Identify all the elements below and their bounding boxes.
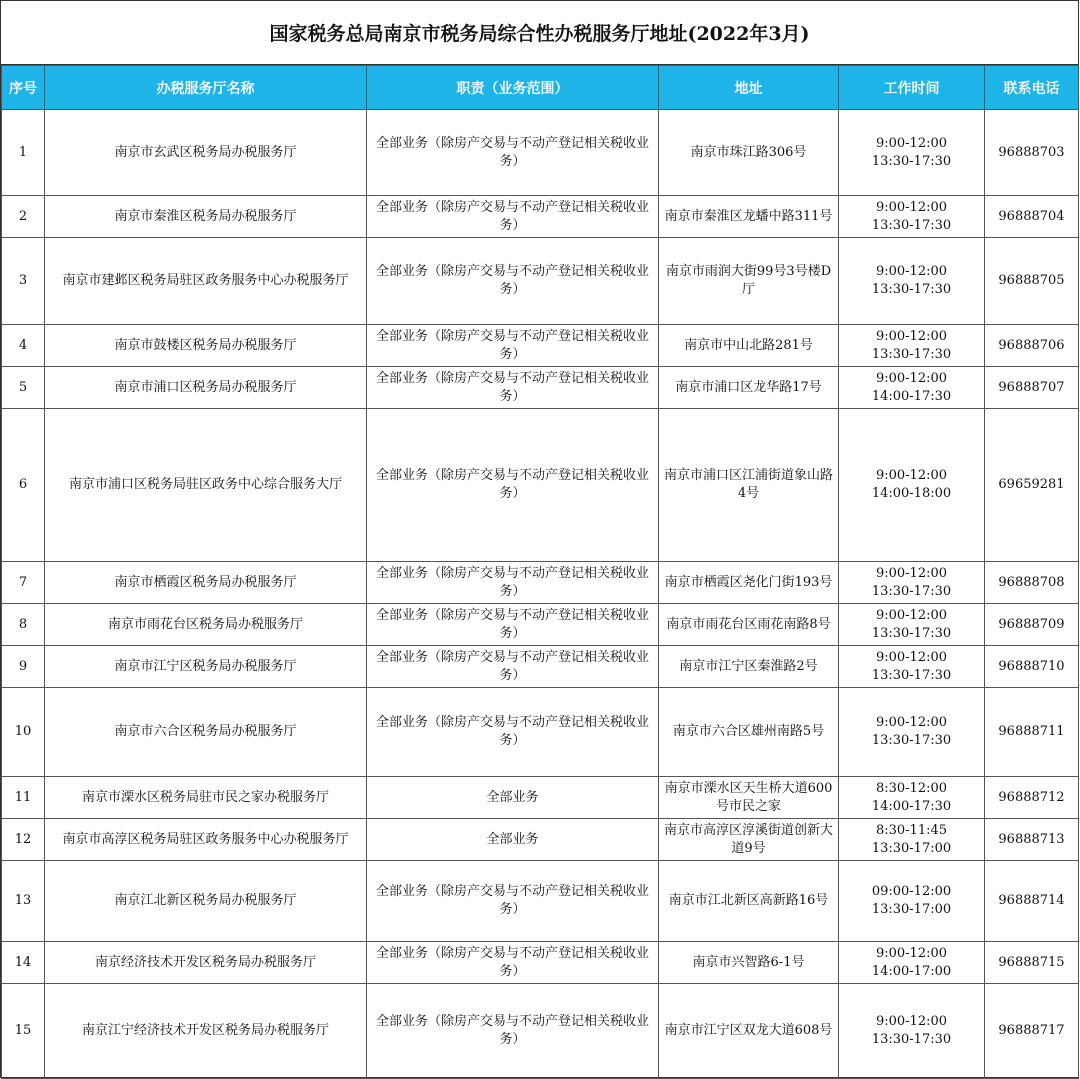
office-scope: 全部业务（除房产交易与不动产登记相关税收业务） [367, 604, 659, 646]
hours-afternoon: 13:30-17:30 [871, 733, 952, 748]
hours-morning: 9:00-12:00 [875, 945, 948, 961]
office-address: 南京市六合区雄州南路5号 [659, 688, 839, 777]
office-name: 南京市浦口区税务局办税服务厅 [45, 367, 367, 409]
office-hours [839, 367, 985, 409]
table-row [2, 196, 1079, 238]
office-phone: 96888714 [985, 861, 1079, 942]
office-address: 南京市栖霞区尧化门街193号 [659, 562, 839, 604]
hours-afternoon: 14:00-17:00 [871, 963, 952, 979]
table-body [2, 110, 1079, 1079]
hours-afternoon: 13:30-17:30 [871, 346, 952, 362]
hours-morning: 8:30-12:00 [875, 780, 948, 796]
office-phone: 96888713 [985, 819, 1079, 861]
office-hours [839, 984, 985, 1079]
row-number: 3 [2, 238, 45, 325]
office-name: 南京市六合区税务局办税服务厅 [45, 688, 367, 777]
office-phone: 96888712 [985, 777, 1079, 819]
office-scope: 全部业务 [367, 777, 659, 819]
office-address: 南京市秦淮区龙蟠中路311号 [659, 196, 839, 238]
table-row [2, 688, 1079, 777]
office-name: 南京市建邺区税务局驻区政务服务中心办税服务厅 [45, 238, 367, 325]
hours-morning: 9:00-12:00 [875, 328, 948, 344]
office-phone: 69659281 [985, 409, 1079, 562]
table-row [2, 238, 1079, 325]
office-hours [839, 110, 985, 196]
office-phone: 96888708 [985, 562, 1079, 604]
office-name: 南京经济技术开发区税务局办税服务厅 [45, 942, 367, 984]
row-number: 9 [2, 646, 45, 688]
header-scope: 职责（业务范围） [367, 66, 659, 110]
table-row [2, 367, 1079, 409]
hours-afternoon: 14:00-17:30 [871, 798, 952, 814]
office-phone: 96888706 [985, 325, 1079, 367]
office-name: 南京市玄武区税务局办税服务厅 [45, 110, 367, 196]
office-address: 南京市中山北路281号 [659, 325, 839, 367]
office-name: 南京市溧水区税务局驻市民之家办税服务厅 [45, 777, 367, 819]
office-address: 南京市浦口区龙华路17号 [659, 367, 839, 409]
row-number: 4 [2, 325, 45, 367]
table-row [2, 325, 1079, 367]
office-address: 南京市江宁区双龙大道608号 [659, 984, 839, 1079]
office-phone: 96888711 [985, 688, 1079, 777]
office-address: 南京市江宁区秦淮路2号 [659, 646, 839, 688]
office-hours [839, 196, 985, 238]
office-address: 南京市溧水区天生桥大道600号市民之家 [659, 777, 839, 819]
office-hours [839, 604, 985, 646]
office-hours [839, 942, 985, 984]
hours-afternoon: 13:30-17:00 [871, 840, 952, 856]
row-number: 11 [2, 777, 45, 819]
office-name: 南京市浦口区税务局驻区政务中心综合服务大厅 [45, 409, 367, 562]
office-phone: 96888715 [985, 942, 1079, 984]
hours-morning: 9:00-12:00 [875, 607, 948, 623]
row-number: 13 [2, 861, 45, 942]
office-scope: 全部业务（除房产交易与不动产登记相关税收业务） [367, 367, 659, 409]
hours-morning: 9:00-12:00 [875, 135, 948, 151]
table-row [2, 819, 1079, 861]
office-scope: 全部业务（除房产交易与不动产登记相关税收业务） [367, 984, 659, 1079]
office-hours [839, 238, 985, 325]
office-phone: 96888704 [985, 196, 1079, 238]
hours-afternoon: 14:00-17:30 [871, 388, 952, 404]
row-number: 2 [2, 196, 45, 238]
office-hours [839, 688, 985, 777]
office-address: 南京市江北新区高新路16号 [659, 861, 839, 942]
sheet-title: 国家税务总局南京市税务局综合性办税服务厅地址(2022年3月) [1, 1, 1078, 65]
hours-afternoon: 13:30-17:00 [871, 902, 952, 917]
table-row [2, 409, 1079, 562]
hours-afternoon: 13:30-17:30 [871, 217, 952, 233]
hours-afternoon: 13:30-17:30 [871, 282, 952, 297]
office-scope: 全部业务（除房产交易与不动产登记相关税收业务） [367, 942, 659, 984]
row-number: 6 [2, 409, 45, 562]
table-row [2, 646, 1079, 688]
row-number: 10 [2, 688, 45, 777]
hours-afternoon: 13:30-17:30 [871, 667, 952, 683]
office-name: 南京市鼓楼区税务局办税服务厅 [45, 325, 367, 367]
row-number: 1 [2, 110, 45, 196]
hours-morning: 9:00-12:00 [875, 370, 948, 386]
header-hours: 工作时间 [839, 66, 985, 110]
table-row [2, 562, 1079, 604]
office-scope: 全部业务（除房产交易与不动产登记相关税收业务） [367, 409, 659, 562]
office-scope: 全部业务（除房产交易与不动产登记相关税收业务） [367, 562, 659, 604]
table-row [2, 110, 1079, 196]
row-number: 14 [2, 942, 45, 984]
office-scope: 全部业务（除房产交易与不动产登记相关税收业务） [367, 110, 659, 196]
office-hours [839, 777, 985, 819]
row-number: 12 [2, 819, 45, 861]
office-phone: 96888717 [985, 984, 1079, 1079]
hours-afternoon: 13:30-17:30 [871, 583, 952, 599]
office-hours [839, 409, 985, 562]
office-address: 南京市雨花台区雨花南路8号 [659, 604, 839, 646]
office-phone: 96888710 [985, 646, 1079, 688]
office-scope: 全部业务（除房产交易与不动产登记相关税收业务） [367, 861, 659, 942]
table-row [2, 984, 1079, 1079]
hours-morning: 9:00-12:00 [875, 264, 948, 279]
header-address: 地址 [659, 66, 839, 110]
office-scope: 全部业务（除房产交易与不动产登记相关税收业务） [367, 646, 659, 688]
hours-afternoon: 13:30-17:30 [871, 625, 952, 641]
table-row [2, 861, 1079, 942]
office-hours [839, 819, 985, 861]
table-row [2, 604, 1079, 646]
hours-morning: 9:00-12:00 [875, 199, 948, 215]
office-hours [839, 646, 985, 688]
header-name: 办税服务厅名称 [45, 66, 367, 110]
office-address: 南京市高淳区淳溪街道创新大道9号 [659, 819, 839, 861]
table-row [2, 942, 1079, 984]
hours-morning: 9:00-12:00 [875, 565, 948, 581]
office-name: 南京市秦淮区税务局办税服务厅 [45, 196, 367, 238]
hours-morning: 9:00-12:00 [875, 715, 948, 730]
hours-afternoon: 13:30-17:30 [871, 153, 952, 169]
header-phone: 联系电话 [985, 66, 1079, 110]
office-phone: 96888705 [985, 238, 1079, 325]
office-name: 南京江宁经济技术开发区税务局办税服务厅 [45, 984, 367, 1079]
row-number: 15 [2, 984, 45, 1079]
table-row [2, 777, 1079, 819]
office-name: 南京市高淳区税务局驻区政务服务中心办税服务厅 [45, 819, 367, 861]
office-name: 南京市雨花台区税务局办税服务厅 [45, 604, 367, 646]
office-table [1, 65, 1079, 1079]
office-address: 南京市兴智路6-1号 [659, 942, 839, 984]
office-hours [839, 861, 985, 942]
hours-morning: 09:00-12:00 [871, 884, 952, 899]
row-number: 8 [2, 604, 45, 646]
office-name: 南京市江宁区税务局办税服务厅 [45, 646, 367, 688]
row-number: 5 [2, 367, 45, 409]
hours-afternoon: 13:30-17:30 [871, 1032, 952, 1047]
office-address: 南京市珠江路306号 [659, 110, 839, 196]
row-number: 7 [2, 562, 45, 604]
office-name: 南京江北新区税务局办税服务厅 [45, 861, 367, 942]
office-scope: 全部业务（除房产交易与不动产登记相关税收业务） [367, 688, 659, 777]
office-phone: 96888707 [985, 367, 1079, 409]
office-scope: 全部业务（除房产交易与不动产登记相关税收业务） [367, 325, 659, 367]
office-phone: 96888703 [985, 110, 1079, 196]
office-name: 南京市栖霞区税务局办税服务厅 [45, 562, 367, 604]
office-hours [839, 325, 985, 367]
hours-afternoon: 14:00-18:00 [871, 486, 952, 501]
office-address: 南京市雨润大街99号3号楼D厅 [659, 238, 839, 325]
office-address: 南京市浦口区江浦街道象山路4号 [659, 409, 839, 562]
hours-morning: 9:00-12:00 [875, 1014, 948, 1029]
office-scope: 全部业务 [367, 819, 659, 861]
header-row [2, 66, 1079, 110]
header-no: 序号 [2, 66, 45, 110]
office-scope: 全部业务（除房产交易与不动产登记相关税收业务） [367, 196, 659, 238]
hours-morning: 8:30-11:45 [875, 822, 948, 838]
office-hours [839, 562, 985, 604]
hours-morning: 9:00-12:00 [875, 468, 948, 483]
office-phone: 96888709 [985, 604, 1079, 646]
office-scope: 全部业务（除房产交易与不动产登记相关税收业务） [367, 238, 659, 325]
hours-morning: 9:00-12:00 [875, 649, 948, 665]
